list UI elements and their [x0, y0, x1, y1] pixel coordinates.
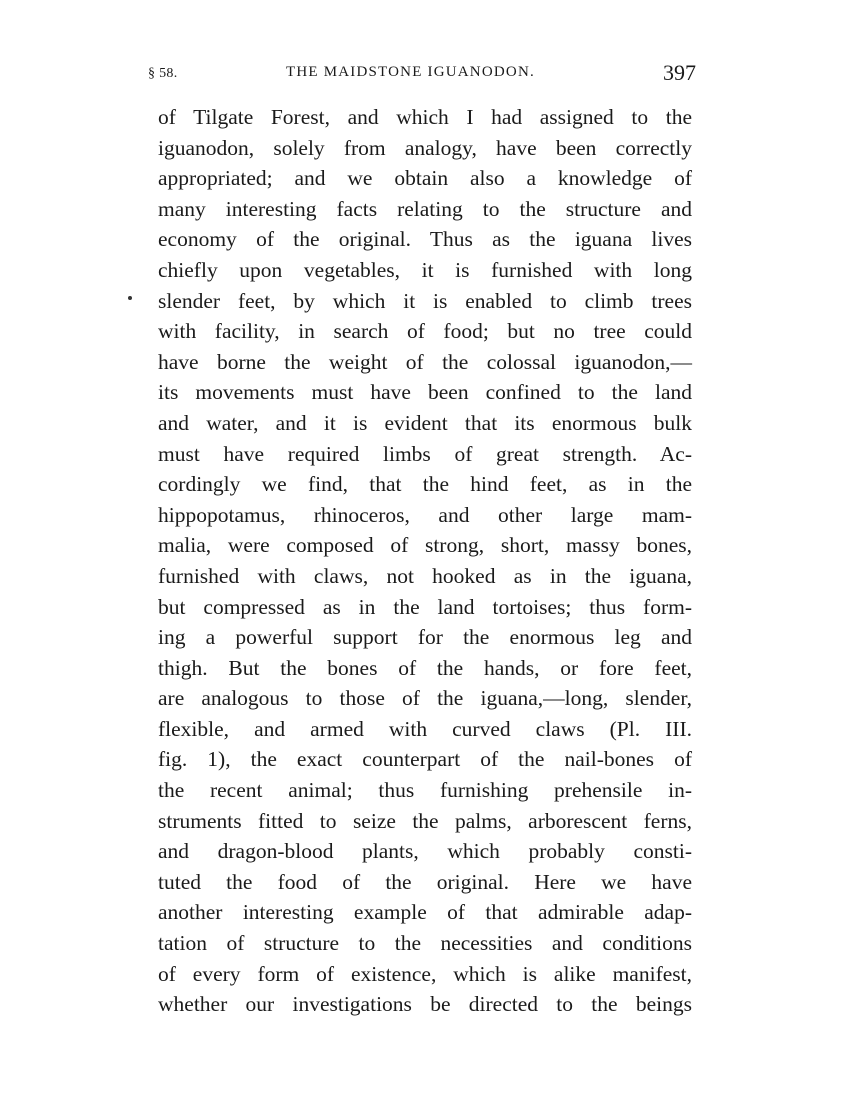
- section-reference: § 58.: [148, 66, 178, 81]
- text-line: hippopotamus, rhinoceros, and other large mam-: [158, 502, 692, 527]
- running-title: THE MAIDSTONE IGUANODON.: [286, 64, 535, 80]
- body-text: [158, 102, 692, 1020]
- text-line: chiefly upon vegetables, it is furnished with long: [158, 257, 692, 282]
- text-line: appropriated; and we obtain also a knowledge of: [158, 166, 692, 191]
- text-line: cordingly we find, that the hind feet, as in the: [158, 472, 692, 497]
- text-line: fig. 1), the exact counterpart of the nail-bones of: [158, 747, 692, 772]
- text-line: with facility, in search of food; but no tree could: [158, 319, 692, 344]
- text-line: tuted the food of the original. Here we have: [158, 869, 692, 894]
- text-line: are analogous to those of the iguana,—long, slender,: [158, 686, 692, 711]
- text-line: the recent animal; thus furnishing prehensile in-: [158, 778, 692, 803]
- text-line: flexible, and armed with curved claws (Pl. III.: [158, 716, 692, 741]
- text-line: and dragon-blood plants, which probably consti-: [158, 839, 692, 864]
- text-line: struments fitted to seize the palms, arborescent ferns,: [158, 808, 692, 833]
- text-line: have borne the weight of the colossal iguanodon,—: [158, 349, 692, 374]
- text-line: slender feet, by which it is enabled to climb trees: [158, 288, 692, 313]
- text-line: its movements must have been confined to the land: [158, 380, 692, 405]
- running-head: [148, 62, 696, 86]
- text-line: whether our investigations be directed to the beings: [158, 992, 692, 1017]
- text-line: must have required limbs of great strength. Ac-: [158, 441, 692, 466]
- text-line: and water, and it is evident that its enormous bulk: [158, 410, 692, 435]
- text-line: another interesting example of that admirable adap-: [158, 900, 692, 925]
- text-line: iguanodon, solely from analogy, have been correctly: [158, 135, 692, 160]
- text-line: furnished with claws, not hooked as in the iguana,: [158, 563, 692, 588]
- text-line: of every form of existence, which is alike manifest,: [158, 961, 692, 986]
- page-number: 397: [663, 60, 696, 85]
- margin-dot-mark: [128, 296, 132, 300]
- text-line: tation of structure to the necessities and conditions: [158, 931, 692, 956]
- text-line: of Tilgate Forest, and which I had assigned to the: [158, 105, 692, 129]
- text-line: but compressed as in the land tortoises; thus form-: [158, 594, 692, 619]
- text-line: malia, were composed of strong, short, massy bones,: [158, 533, 692, 558]
- text-line: ing a powerful support for the enormous leg and: [158, 625, 692, 650]
- text-line: thigh. But the bones of the hands, or fore feet,: [158, 655, 692, 680]
- text-line: many interesting facts relating to the structure and: [158, 196, 692, 221]
- text-line: economy of the original. Thus as the iguana lives: [158, 227, 692, 252]
